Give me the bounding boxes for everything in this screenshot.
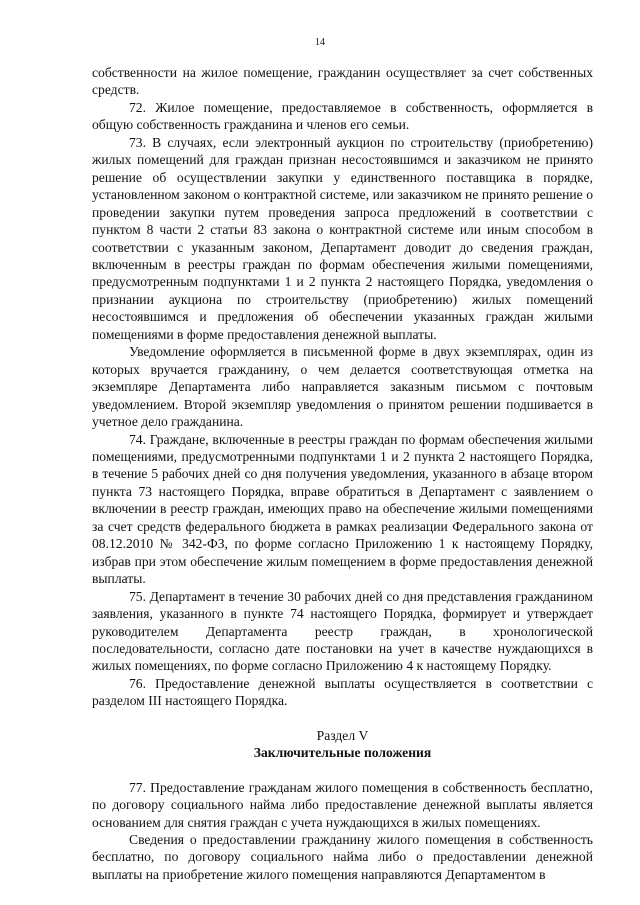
section-spacer <box>92 762 593 779</box>
paragraph-75: 75. Департамент в течение 30 рабочих дней со дня представления гражданином заявления, указанного в пункте 74 настоящего Порядка, формирует и утверждает руководителем Департамента реестр граждан, в хронологической последовательности, согласно дате постановки на учет в качестве нуждающихся в жилых помещениях, по форме согласно Приложению 4 к настоящему Порядку. <box>92 588 593 674</box>
document-body <box>92 64 593 883</box>
section-title: Заключительные положения <box>253 745 432 761</box>
paragraph-77: 77. Предоставление гражданам жилого помещения в собственность бесплатно, по договору социального найма либо предоставление денежной выплаты является основанием для снятия граждан с учета нуждающихся в жилых помещениях. <box>92 779 593 830</box>
paragraph-72: 72. Жилое помещение, предоставляемое в собственность, оформляется в общую собственность гражданина и членов его семьи. <box>92 99 593 133</box>
page-number: 14 <box>315 37 325 48</box>
paragraph-73-notice: Уведомление оформляется в письменной форме в двух экземплярах, один из которых вручается гражданину, о чем делается соответствующая отметка на экземпляре Департамента либо направляется заказным письмом с почтовым уведомлением. Второй экземпляр уведомления о принятом решении подшивается в учетное дело гражданина. <box>92 344 593 430</box>
section-heading: Раздел V <box>316 727 369 743</box>
paragraph-76: 76. Предоставление денежной выплаты осуществляется в соответствии с разделом III настоящего Порядка. <box>92 675 593 709</box>
paragraph-74: 74. Граждане, включенные в реестры граждан по формам обеспечения жилыми помещениями, предусмотренными подпунктами 1 и 2 пункта 2 настоящего Порядка, в течение 5 рабочих дней со дня получения уведомления, указанного в абзаце втором пункта 73 настоящего Порядка, вправе обратиться в Департамент с заявлением о включении в реестр граждан, имеющих право на обеспечение жилыми помещениями за счет средств федерального бюджета в рамках реализации Федерального закона от 08.12.2010 № 342-ФЗ, по форме согласно Приложению 1 к настоящему Порядку, избрав при этом обеспечение жилым помещением в форме предоставления денежной выплаты. <box>92 431 593 587</box>
section-spacer <box>92 710 593 727</box>
paragraph-73: 73. В случаях, если электронный аукцион по строительству (приобретению) жилых помещений для граждан признан несостоявшимся и заказчиком не принято решение об осуществлении закупки у единственного поставщика в порядке, установленном законом о контрактной системе, или заказчиком не принято решение о проведении закупки путем проведения запроса предложений в соответствии с пунктом 8 части 2 статьи 83 закона о контрактной системе или иным способом в соответствии с указанным законом, Департамент доводит до сведения граждан, включенным в реестры граждан по формам обеспечения жилыми помещениями, предусмотренным подпунктами 1 и 2 пункта 2 настоящего Порядка, уведомления о признании аукциона по строительству (приобретению) жилых помещений несостоявшимся и предложения об обеспечении указанных граждан жилыми помещениями в форме предоставления денежной выплаты. <box>92 134 593 342</box>
paragraph-continuation: собственности на жилое помещение, гражданин осуществляет за счет собственных средств. <box>92 65 593 98</box>
paragraph-77-info: Сведения о предоставлении гражданину жилого помещения в собственность бесплатно, по договору социального найма либо о предоставлении денежной выплаты на приобретение жилого помещения направляются Департаментом в <box>92 832 593 882</box>
